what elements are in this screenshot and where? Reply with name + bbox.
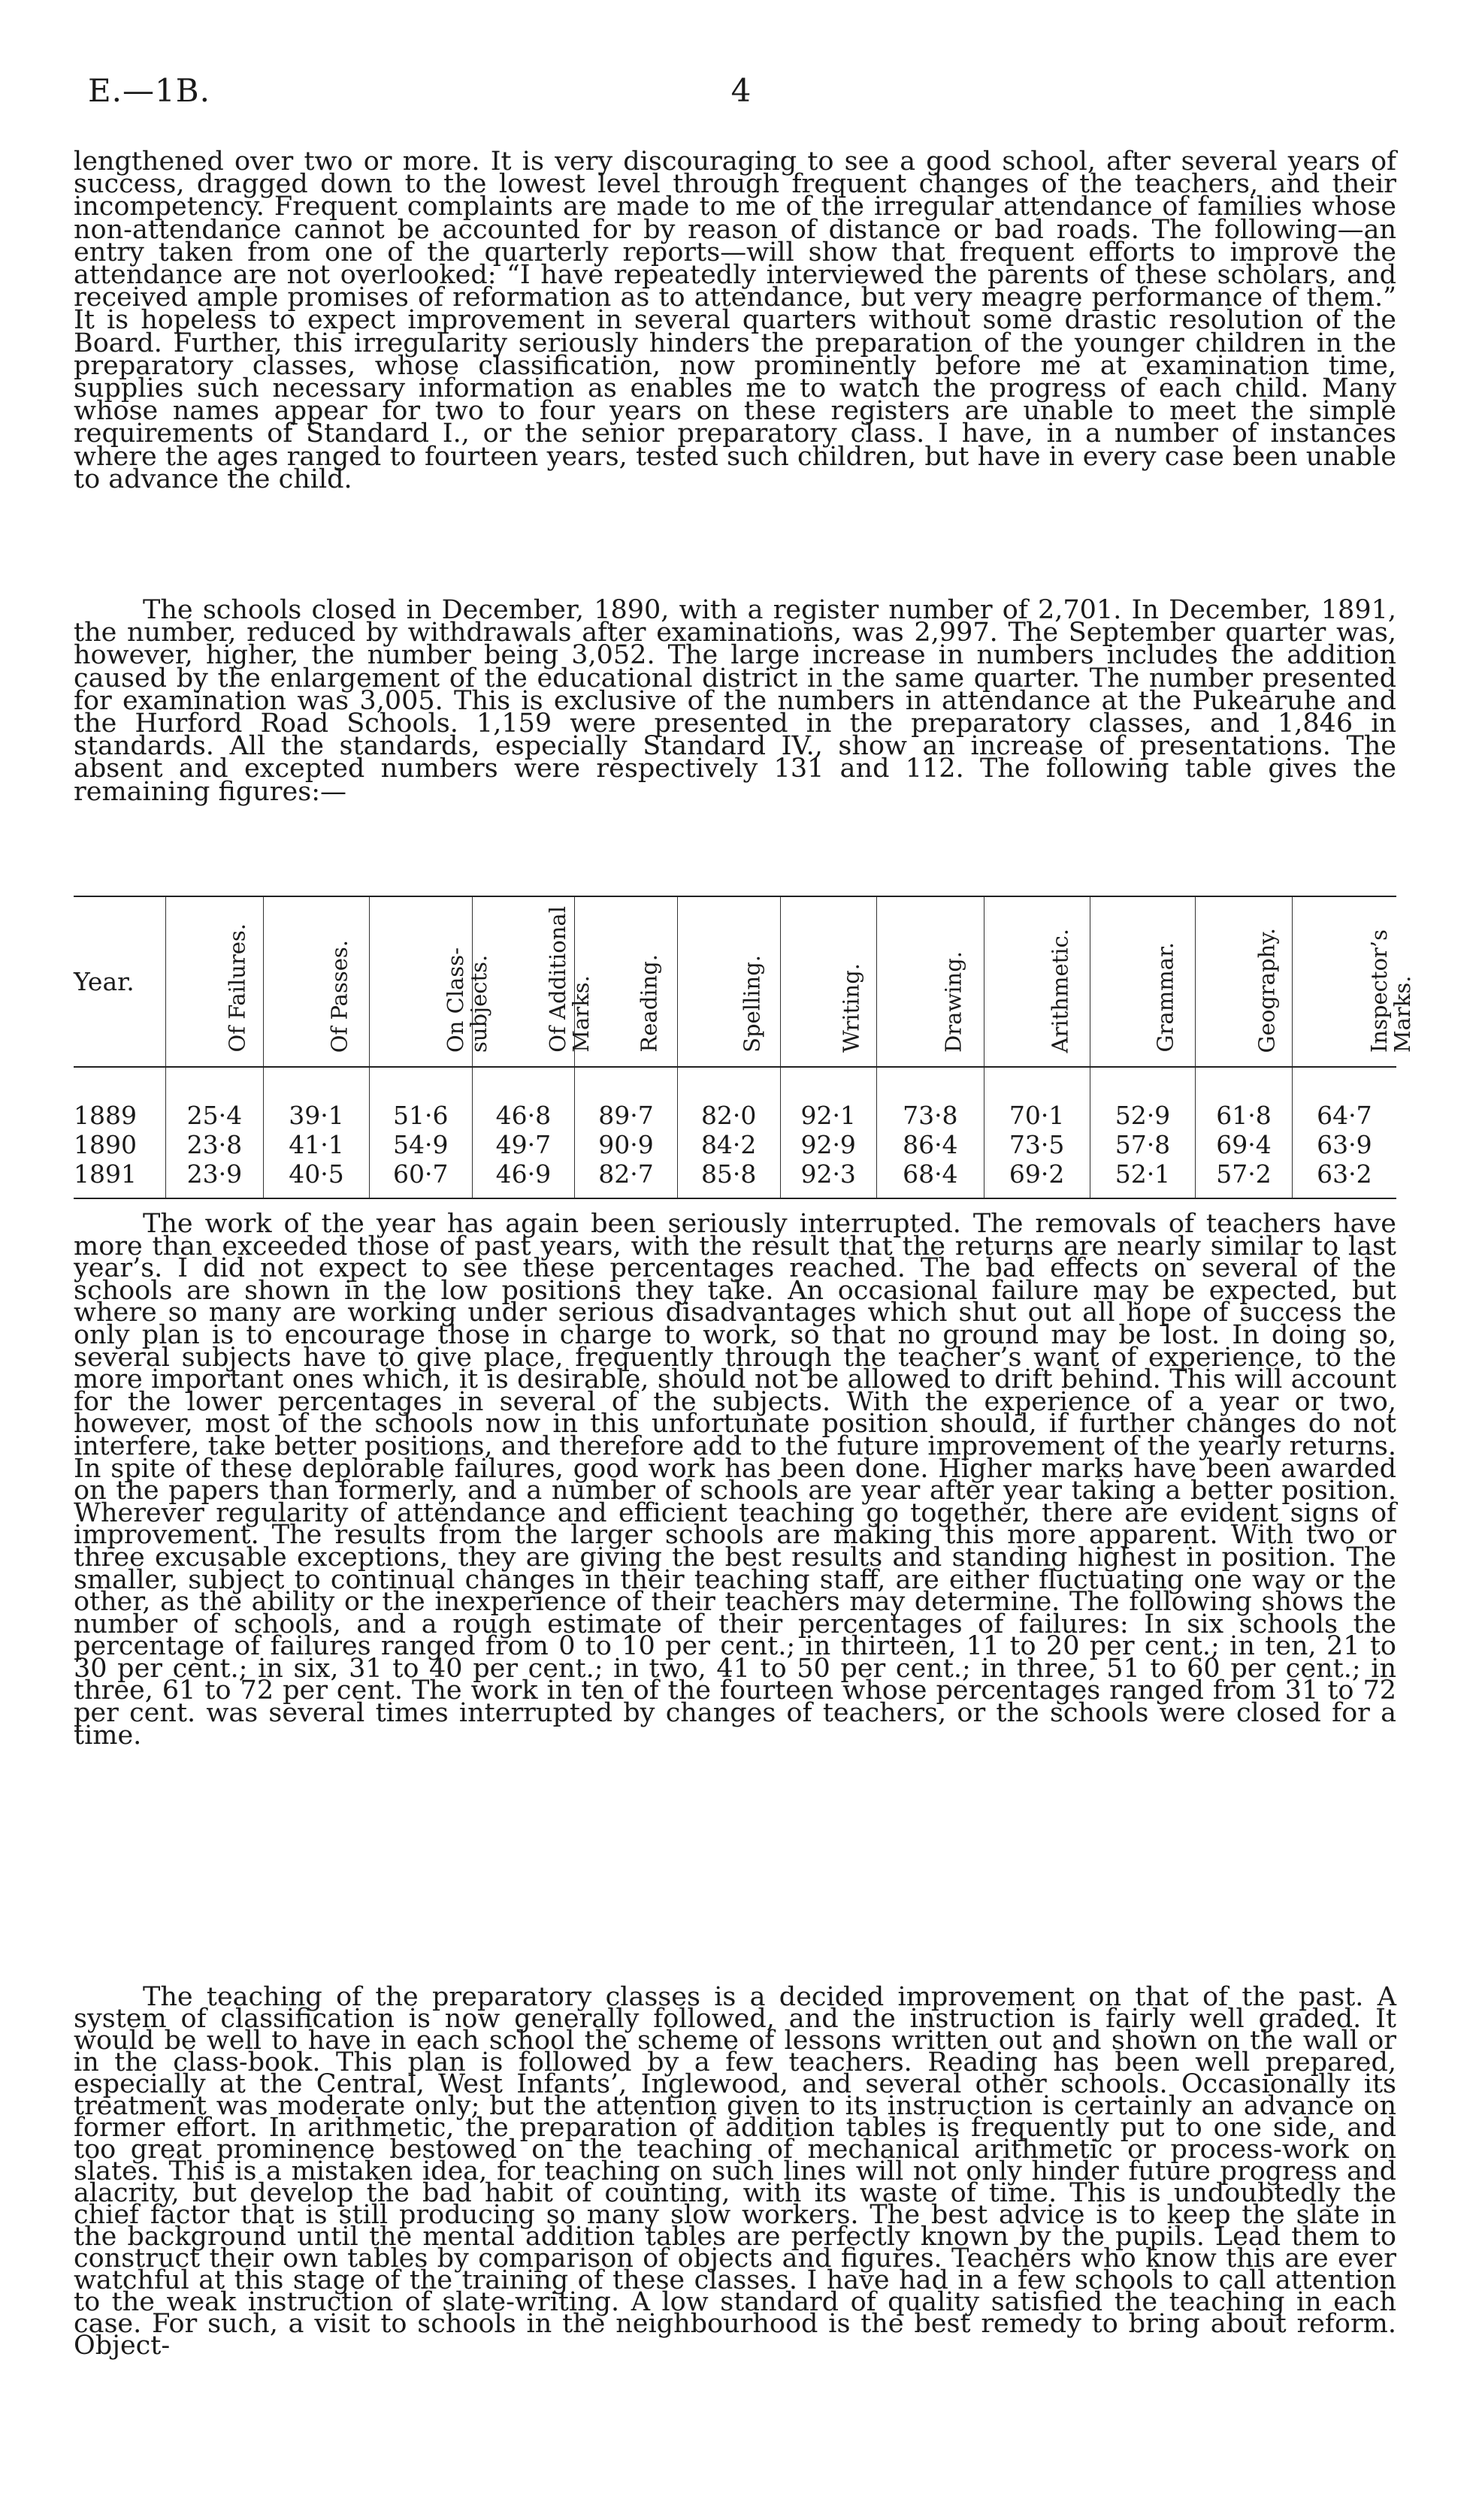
paragraph-enrolment: The schools closed in December, 1890, with a register number of 2,701. In December, 1891, the number, reduced by withdrawals after examinations, was 2,997. The September quarter was, however, higher, the number being 3,052. The large increase in numbers includes the addition caused by the enlargement of the educational district in the same quarter. The number presented for examination was 3,005. This is exclusive of the numbers in attendance at the Pukearuhe and the Hurford Road Schools. 1,159 were presented in the preparatory classes, and 1,846 in standards. All the standards, especially Standard IV., show an increase of presentations. The absent and excepted numbers were respectively 131 and 112. The following table gives the remaining figures:— [74, 595, 1396, 807]
table-cell: 73·5 [984, 1130, 1090, 1159]
table-cell: 85·8 [677, 1159, 780, 1198]
table-cell: 1891 [74, 1159, 165, 1198]
column-header-spelling: Spelling. [677, 896, 780, 1067]
table-cell: 92·9 [780, 1130, 876, 1159]
page-number: 4 [730, 72, 752, 109]
table-cell: 57·8 [1090, 1130, 1196, 1159]
table-cell: 70·1 [984, 1067, 1090, 1130]
table-cell: 57·2 [1196, 1159, 1292, 1198]
column-header-geography: Geography. [1196, 896, 1292, 1067]
paragraph-attendance: lengthened over two or more. It is very discouraging to see a good school, after several years of success, dragged down to the lowest level through frequent changes of the teachers, and their incompetency. Frequent complaints are made to me of the irregular attendance of families whose non-attendance cannot be accounted for by reason of distance or bad roads. The following—an entry taken from one of the quarterly reports—will show that frequent efforts to improve the attendance are not overlooked: “I have repeatedly interviewed the parents of these scholars, and received ample promises of reformation as to attendance, but very meagre performance of them.” It is hopeless to expect improvement in several quarters without some drastic resolution of the Board. Further, this irregularity seriously hinders the preparation of the younger children in the preparatory classes, whose classification, now prominently before me at examination time, supplies such necessary information as enables me to watch the progress of each child. Many whose names appear for two to four years on these registers are unable to meet the simple requirements of Standard I., or the senior preparatory class. I have, in a number of instances where the ages ranged to fourteen years, tested such children, but have in every case been unable to advance the child. [74, 147, 1396, 494]
column-header-year: Year. [74, 896, 165, 1067]
table-cell: 49·7 [472, 1130, 575, 1159]
table-cell: 51·6 [369, 1067, 472, 1130]
table-cell: 39·1 [264, 1067, 370, 1130]
table-cell: 46·8 [472, 1067, 575, 1130]
table-cell: 25·4 [165, 1067, 263, 1130]
table-cell: 82·0 [677, 1067, 780, 1130]
column-header-writing: Writing. [780, 896, 876, 1067]
table-cell: 86·4 [876, 1130, 984, 1159]
column-header-class-subjects: On Class- subjects. [369, 896, 472, 1067]
table-cell: 52·1 [1090, 1159, 1196, 1198]
column-header-arithmetic: Arithmetic. [984, 896, 1090, 1067]
table-cell: 89·7 [575, 1067, 678, 1130]
table-cell: 63·2 [1292, 1159, 1396, 1198]
table-cell: 64·7 [1292, 1067, 1396, 1130]
column-header-grammar: Grammar. [1090, 896, 1196, 1067]
table-cell: 69·2 [984, 1159, 1090, 1198]
table-cell: 92·3 [780, 1159, 876, 1198]
table-cell: 46·9 [472, 1159, 575, 1198]
table-cell: 61·8 [1196, 1067, 1292, 1130]
table-cell: 40·5 [264, 1159, 370, 1198]
table-cell: 54·9 [369, 1130, 472, 1159]
table-cell: 1889 [74, 1101, 137, 1130]
table-cell: 68·4 [876, 1159, 984, 1198]
table-cell: 82·7 [575, 1159, 678, 1198]
column-header-reading: Reading. [575, 896, 678, 1067]
column-header-drawing: Drawing. [876, 896, 984, 1067]
table-cell: 23·9 [165, 1159, 263, 1198]
table-cell: 52·9 [1090, 1067, 1196, 1130]
series-reference: E.—1B. [88, 72, 210, 109]
table-cell: 1890 [74, 1130, 137, 1159]
table-cell: 84·2 [677, 1130, 780, 1159]
table-cell: 23·8 [165, 1130, 263, 1159]
column-header-inspectors-marks: Inspector’s Marks. [1292, 896, 1396, 1067]
table-cell: 63·9 [1292, 1130, 1396, 1159]
table-cell: 69·4 [1196, 1130, 1292, 1159]
table-cell: 60·7 [369, 1159, 472, 1198]
table-cell: 92·1 [780, 1067, 876, 1130]
paragraph-preparatory-classes: The teaching of the preparatory classes is a decided improvement on that of the past. A system of classification is now generally followed, and the instruction is fairly well graded. It would be well to have in each school the scheme of lessons written out and shown on the wall or in the class-book. This plan is followed by a few teachers. Reading has been well prepared, especially at the Central, West Infants’, Inglewood, and several other schools. Occasionally its treatment was moderate only; but the attention given to its instruction is certainly an advance on former effort. In arithmetic, the preparation of addition tables is frequently put to one side, and too great prominence bestowed on the teaching of mechanical arithmetic or process-work on slates. This is a mistaken idea, for teaching on such lines will not only hinder future progress and alacrity, but develop the bad habit of counting, with its waste of time. This is undoubtedly the chief factor that is still producing so many slow workers. The best advice is to keep the slate in the background until the mental addition tables are perfectly known by the pupils. Lead them to construct their own tables by comparison of objects and figures. Teachers who know this are ever watchful at this stage of the training of these classes. I have had in a few schools to call attention to the weak instruction of slate-writing. A low standard of quality satisfied the teaching in each case. For such, a visit to schools in the neighbourhood is the best remedy to bring about reform. Object- [74, 1982, 1396, 2361]
table-header-row [74, 896, 1396, 1067]
column-header-additional-marks: Of Additional Marks. [472, 896, 575, 1067]
results-table [74, 896, 1415, 1199]
table-row [74, 1067, 1396, 1130]
paragraph-work-of-year: The work of the year has again been seriously interrupted. The removals of teachers have more than exceeded those of past years, with the result that the returns are nearly similar to last year’s. I did not expect to see these percentages reached. The bad effects on several of the schools are shown in the low positions they take. An occasional failure may be expected, but where so many are working under serious disadvantages which shut out all hope of success the only plan is to encourage those in charge to work, so that no ground may be lost. In doing so, several subjects have to give place, frequently through the teacher’s want of experience, to the more important ones which, it is desirable, should not be allowed to drift behind. This will account for the lower percentages in several of the subjects. With the experience of a year or two, however, most of the schools now in this unfortunate position should, if further changes do not interfere, take better positions, and therefore add to the future improvement of the yearly returns. In spite of these deplorable failures, good work has been done. Higher marks have been awarded on the papers than formerly, and a number of schools are year after year taking a better position. Wherever regularity of attendance and efficient teaching go together, there are evident signs of improvement. The results from the larger schools are making this more apparent. With two or three excusable exceptions, they are giving the best results and standing highest in position. The smaller, subject to continual changes in their teaching staff, are either fluctuating one way or the other, as the ability or the inexperience of their teachers may determine. The following shows the number of schools, and a rough estimate of their percentages of failures: In six schools the percentage of failures ranged from 0 to 10 per cent.; in thirteen, 11 to 20 per cent.; in ten, 21 to 30 per cent.; in six, 31 to 40 per cent.; in two, 41 to 50 per cent.; in three, 51 to 60 per cent.; in three, 61 to 72 per cent. The work in ten of the fourteen whose percentages ranged from 31 to 72 per cent. was several times interrupted by changes of teachers, or the schools were closed for a time. [74, 1209, 1396, 1751]
table-cell: 41·1 [264, 1130, 370, 1159]
column-header-failures: Of Failures. [165, 896, 263, 1067]
table-row [74, 1159, 1396, 1198]
column-header-passes: Of Passes. [264, 896, 370, 1067]
table-row [74, 1130, 1396, 1159]
table-cell: 73·8 [876, 1067, 984, 1130]
table-cell: 90·9 [575, 1130, 678, 1159]
